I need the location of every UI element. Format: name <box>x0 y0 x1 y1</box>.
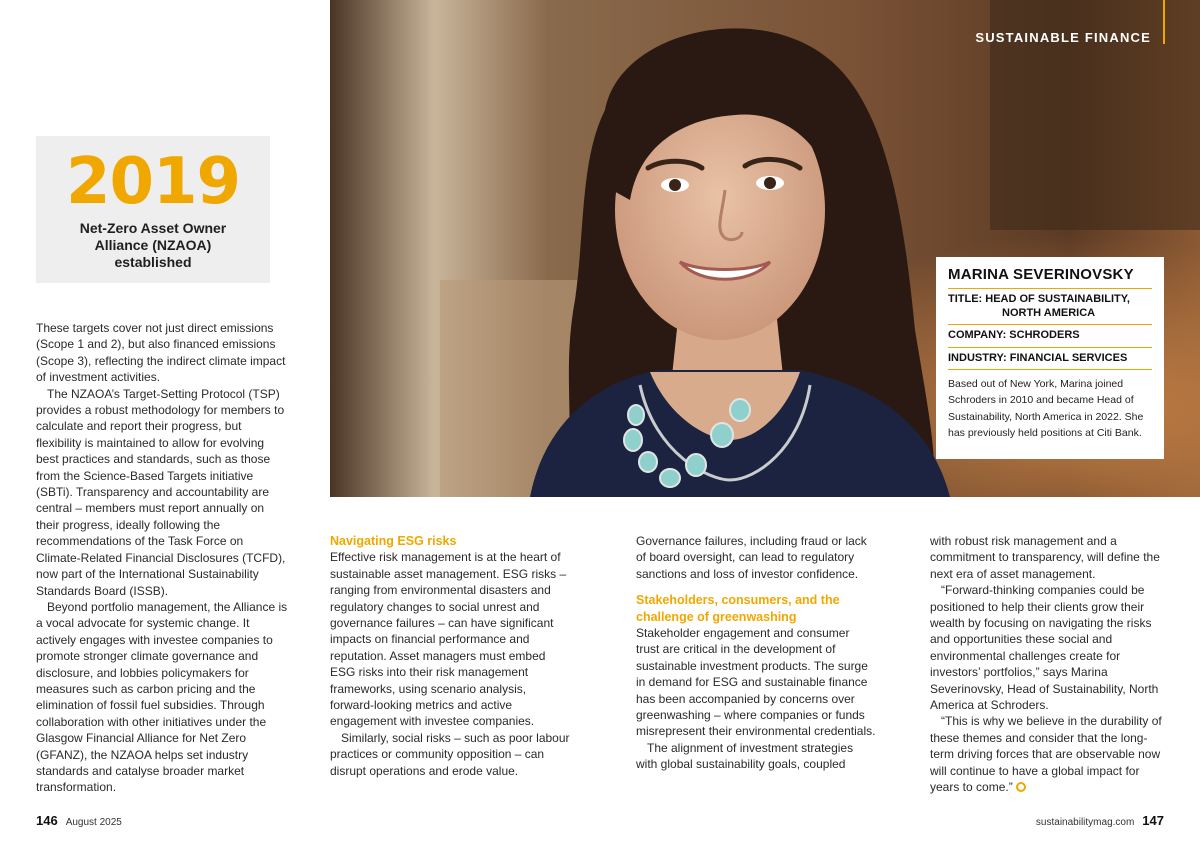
profile-title-line2: NORTH AMERICA <box>1002 306 1096 319</box>
page-number-right: 147 <box>1142 813 1164 828</box>
section-label: SUSTAINABLE FINANCE <box>975 30 1151 45</box>
footer-left <box>36 814 122 830</box>
paragraph-text: “This is why we believe in the durability of these themes and consider that the long-term driving forces that are observable now will continue to have a global impact for years to come.” <box>930 714 1162 795</box>
profile-company: COMPANY: SCHRODERS <box>948 329 1080 341</box>
profile-industry: INDUSTRY: FINANCIAL SERVICES <box>948 351 1128 364</box>
left-column <box>36 320 288 796</box>
paragraph: These targets cover not just direct emissions (Scope 1 and 2), but also financed emissions (Scope 3), reflecting the indirect climate impact of investment activities. <box>36 321 286 385</box>
footer-right <box>1036 814 1164 830</box>
paragraph: with robust risk management and a commitment to transparency, will define the next era of asset management. <box>930 534 1160 581</box>
paragraph: Beyond portfolio management, the Alliance is a vocal advocate for systemic change. It actively engages with investee companies to promote stronger climate governance and disclosure, and lobbies policymakers for measures such as carbon pricing and the elimination of fossil fuel subsidies. Through collaboration with other initiatives under the Glasgow Financial Alliance for Net Zero (GFANZ), the NZAOA helps set industry standards and catalyse broader market transformation. <box>36 599 288 795</box>
paragraph: The NZAOA’s Target-Setting Protocol (TSP) provides a robust methodology for members to calculate and report their progress, but flexibility is maintained to allow for evolving best practices and standards, such as those from the Science-Based Targets initiative (SBTi). Transparency and accountability are central – members must report annually on their progress, ideally following the recommendations of the Task Force on Climate-Related Financial Disclosures (TCFD), now part of the International Sustainability Standards Board (ISSB). <box>36 386 286 598</box>
profile-name: MARINA SEVERINOVSKY <box>948 266 1134 283</box>
page-number-left: 146 <box>36 813 58 828</box>
paragraph: Similarly, social risks – such as poor labour practices or community opposition – can disrupt operations and erode value. <box>330 730 570 778</box>
end-mark-icon <box>1016 782 1026 792</box>
paragraph: Effective risk management is at the heart of sustainable asset management. ESG risks – ranging from environmental disasters and regulatory changes to social unrest and governance failures – can have significant impacts on financial performance and reputation. Asset managers must embed ESG risks into their risk management frameworks, using scenario analysis, forward-looking metrics and active engagement with investee companies. <box>330 550 567 729</box>
divider <box>948 324 1152 325</box>
stat-year: 2019 <box>65 145 241 219</box>
paragraph: “Forward-thinking companies could be positioned to help their clients grow their wealth by focusing on navigating the risks and opportunities these social and environmental challenges create for investors’ portfolios,” says Marina Severinovsky, Head of Sustainability, North America at Schroders. <box>930 583 1159 713</box>
issue-date: August 2025 <box>65 817 122 828</box>
section-heading: Stakeholders, consumers, and the challenge of greenwashing <box>636 593 840 624</box>
profile-title <box>948 293 1152 320</box>
paragraph: The alignment of investment strategies with global sustainability goals, coupled <box>636 740 854 772</box>
section-rule <box>1163 0 1165 44</box>
paragraph: Stakeholder engagement and consumer trust are critical in the development of sustainable investment products. The surge in demand for ESG and sustainable finance has been accompanied by concerns over greenwashing – where companies or funds misrepresent their environmental credentials. <box>636 626 876 739</box>
column-3 <box>636 533 876 773</box>
paragraph: Governance failures, including fraud or lack of board oversight, can lead to regulatory sanctions and loss of investor confidence. <box>636 534 867 581</box>
profile-bio: Based out of New York, Marina joined Schroders in 2010 and became Head of Sustainability, North America in 2022. She has previously held positions at Citi Bank. <box>948 378 1144 440</box>
column-4 <box>930 533 1164 796</box>
column-2 <box>330 533 570 779</box>
profile-card <box>936 257 1164 459</box>
website: sustainabilitymag.com <box>1035 817 1135 828</box>
stat-caption: Net-Zero Asset Owner Alliance (NZAOA) established <box>79 220 227 270</box>
divider <box>948 288 1152 289</box>
section-heading: Navigating ESG risks <box>330 534 457 548</box>
divider <box>948 347 1152 348</box>
stat-box <box>36 136 270 283</box>
paragraph-final <box>930 713 1164 795</box>
divider <box>948 369 1152 370</box>
profile-title-line1: TITLE: HEAD OF SUSTAINABILITY, <box>948 293 1130 305</box>
